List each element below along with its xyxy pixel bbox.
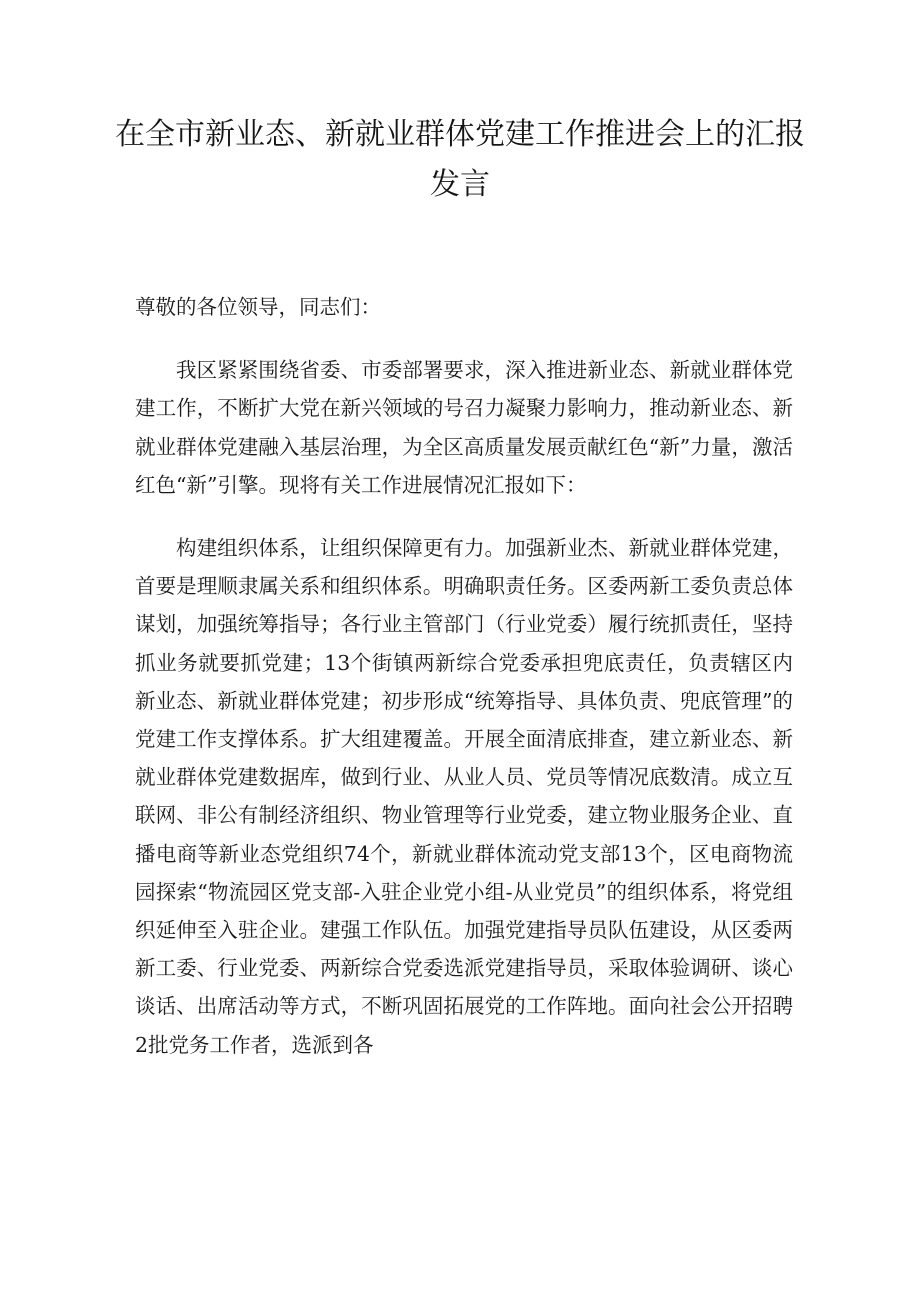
salutation: 尊敬的各位领导，同志们： bbox=[135, 295, 381, 319]
paragraph-organization-system: 构建组织体系，让组织保障更有力。加强新业杰、新就业群体党建，首要是理顺隶属关系和组织体系。明确职责任务。区委两新工委负责总体谋划，加强统筹指导；各行业主管部门（行业党委）履行统抓责任，坚持抓业务就要抓党建；13个街镇两新综合党委承担兜底责任，负责辖区内新业态、新就业群体党建；初步形成“统筹指导、具体负责、兜底管理”的党建工作支撑体系。扩大组建覆盖。开展全面清底排查，建立新业态、新就业群体党建数据库，做到行业、从业人员、党员等情况底数清。成立互联网、非公有制经济组织、物业管理等行业党委，建立物业服务企业、直播电商等新业态党组织74个，新就业群体流动党支部13个，区电商物流园探索“物流园区党支部-入驻企业党小组-从业党员”的组织体系，将党组织延伸至入驻企业。建强工作队伍。加强党建指导员队伍建设，从区委两新工委、行业党委、两新综合党委选派党建指导员，采取体验调研、谈心谈话、出席活动等方式，不断巩固拓展党的工作阵地。面向社会公开招聘2批党务工作者，选派到各 bbox=[135, 536, 793, 1057]
document-title bbox=[90, 110, 830, 210]
document-body bbox=[135, 288, 793, 1089]
paragraph-intro: 我区紧紧围绕省委、市委部署要求，深入推进新业态、新就业群体党建工作，不断扩大党在新兴领域的号召力凝聚力影响力，推动新业态、新就业群体党建融入基层治理，为全区高质量发展贡献红色“新”力量，激活红色“新”引擎。现将有关工作进展情况汇报如下： bbox=[135, 358, 793, 497]
title-line-1: 在全市新业态、新就业群体党建工作推进会上的汇报 bbox=[115, 117, 805, 152]
title-line-2: 发言 bbox=[430, 167, 490, 202]
